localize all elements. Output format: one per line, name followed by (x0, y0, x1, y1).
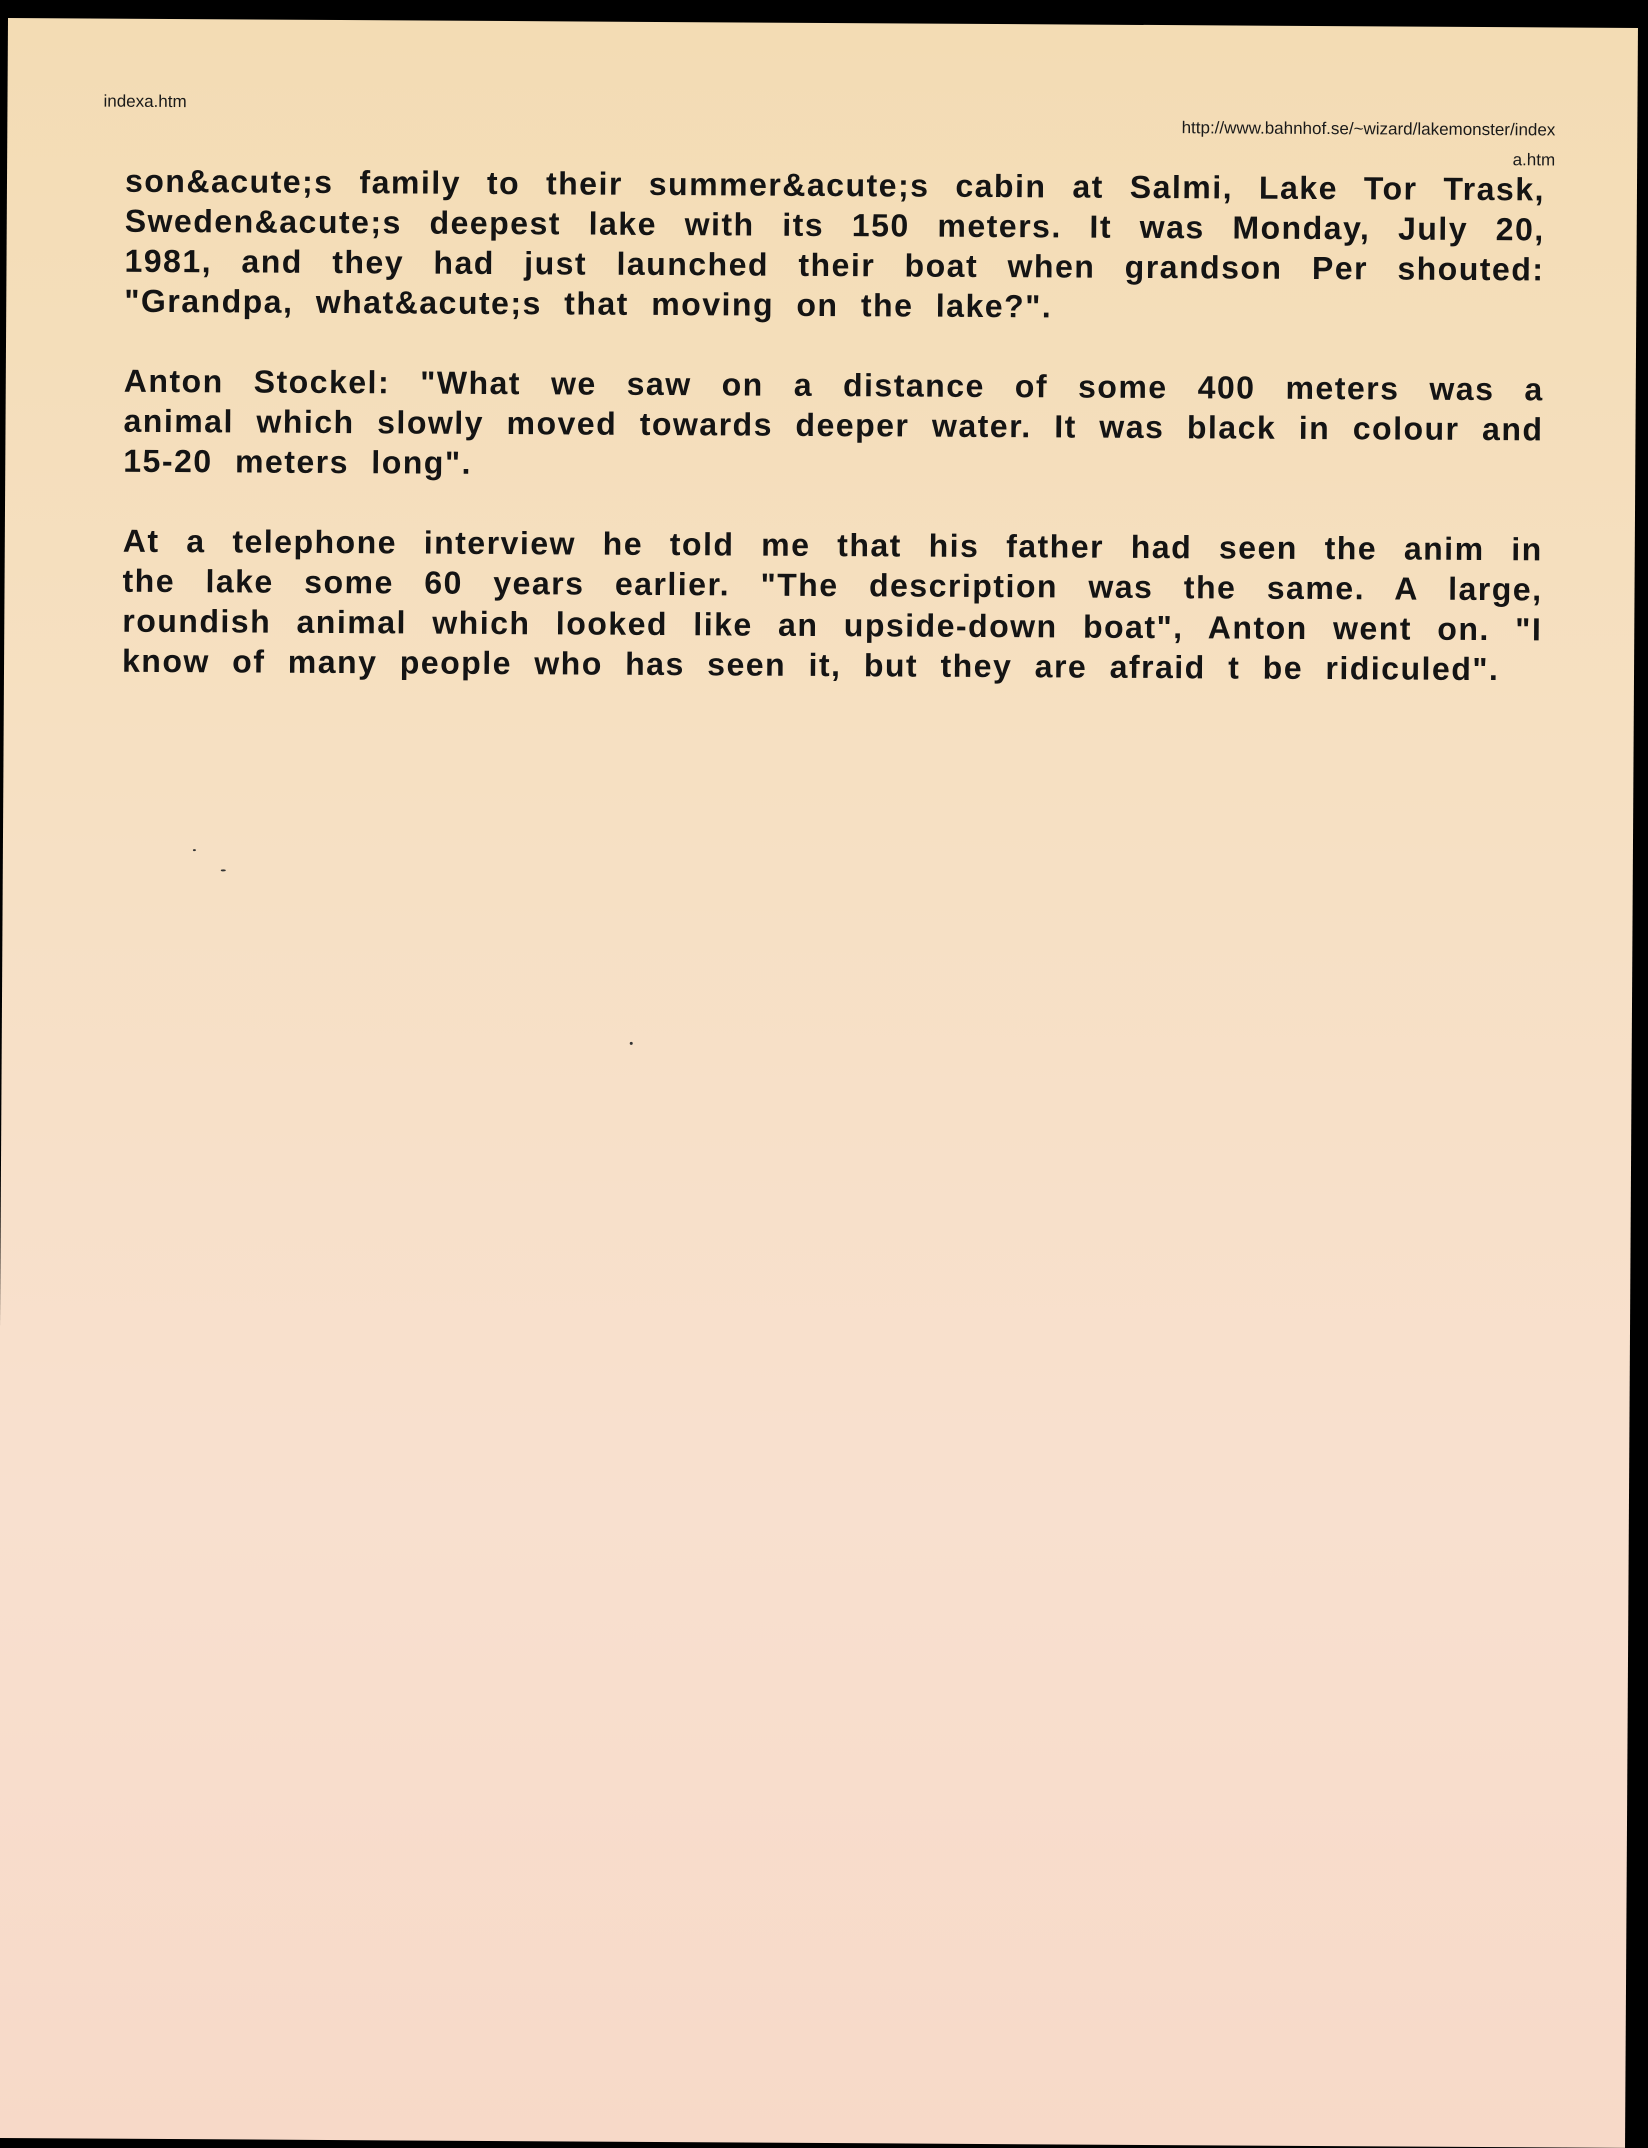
header-url: http://www.bahnhof.se/~wizard/lakemonster/index a.htm (1181, 118, 1556, 170)
paragraph-3: At a telephone interview he told me that his father had seen the anim in the lake some 60 years earlier. "The description was the same. A large, roundish animal which looked like an upside-down boat", Anton went on. "I know of many people who has seen it, but they are afraid t be ridiculed". (121, 522, 1543, 688)
paragraph-2: Anton Stockel: "What we saw on a distance of some 400 meters was a animal which slowly moved towards deeper water. It was black in colour and 15-20 meters long". (123, 362, 1544, 481)
printed-page (0, 18, 1638, 2148)
header-filename: indexa.htm (103, 91, 187, 112)
paper-speck (630, 1042, 633, 1045)
paragraph-1: son&acute;s family to their summer&acute;s cabin at Salmi, Lake Tor Trask, Sweden&acute;s deepest lake with its 150 meters. It was Monday, July 20, 1981, and they had just launched their boat when grandson Per shouted: "Grandpa, what&acute;s that moving on the lake?". (124, 162, 1546, 325)
article-body (122, 161, 1545, 730)
paper-speck (193, 849, 196, 851)
paper-speck (221, 869, 226, 871)
